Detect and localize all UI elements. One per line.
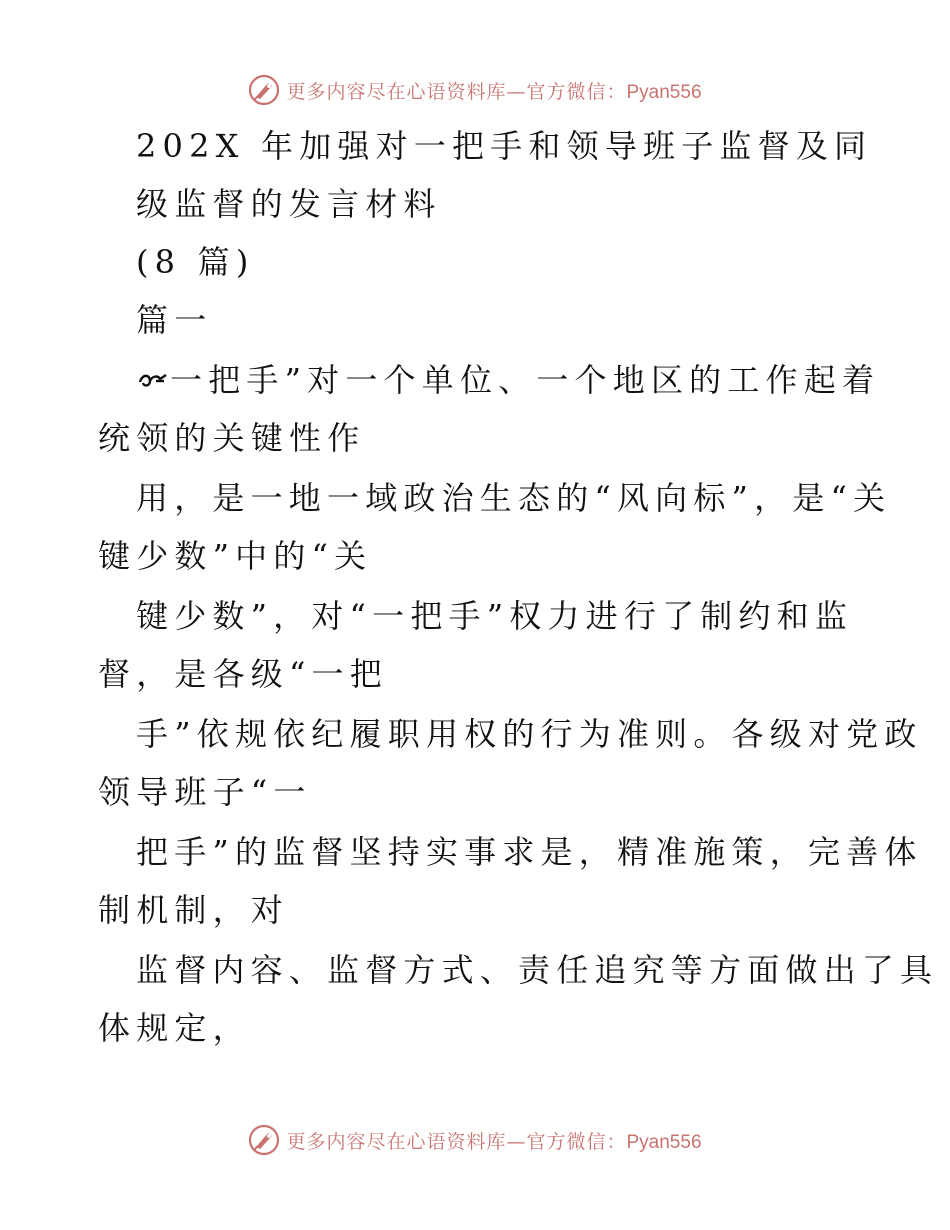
body-line-6: 督，是各级“一把 [98,655,388,693]
body-line-10: 制机制，对 [98,891,290,929]
header-watermark [0,70,950,110]
watermark-text: 更多内容尽在心语资料库—官方微信： [286,1130,627,1153]
pen-nib-logo-icon [248,1124,280,1156]
document-title-line-1: 202X 年加强对一把手和领导班子监督及同 [136,127,873,165]
body-line-2: 统领的关键性作 [98,419,366,457]
watermark-text: 更多内容尽在心语资料库—官方微信： [286,80,627,103]
watermark-wechat-id: Pyan556 [626,81,702,103]
body-line-3: 用，是一地一域政治生态的“风向标”，是“关 [136,479,892,517]
body-line-5: 键少数”，对“一把手”权力进行了制约和监 [136,597,854,635]
pen-nib-logo-icon [248,74,280,106]
section-heading: 篇一 [136,301,213,339]
body-line-9: 把手”的监督坚持实事求是，精准施策，完善体 [136,833,923,871]
body-line-1 [136,360,880,400]
body-line-1-text: 一把手”对一个单位、一个地区的工作起着 [170,361,881,399]
document-subtitle: (8 篇) [136,243,255,281]
body-line-8: 领导班子“一 [98,773,312,811]
body-line-12: 体规定， [98,1009,251,1047]
watermark-wechat-id: Pyan556 [626,1131,702,1153]
body-line-4: 键少数”中的“关 [98,537,373,575]
body-line-7: 手”依规依纪履职用权的行为准则。各级对党政 [136,715,923,753]
body-line-11: 监督内容、监督方式、责任追究等方面做出了具 [136,951,939,989]
ornament-quote-icon [136,364,168,396]
document-title-line-2: 级监督的发言材料 [136,185,442,223]
footer-watermark [0,1120,950,1160]
